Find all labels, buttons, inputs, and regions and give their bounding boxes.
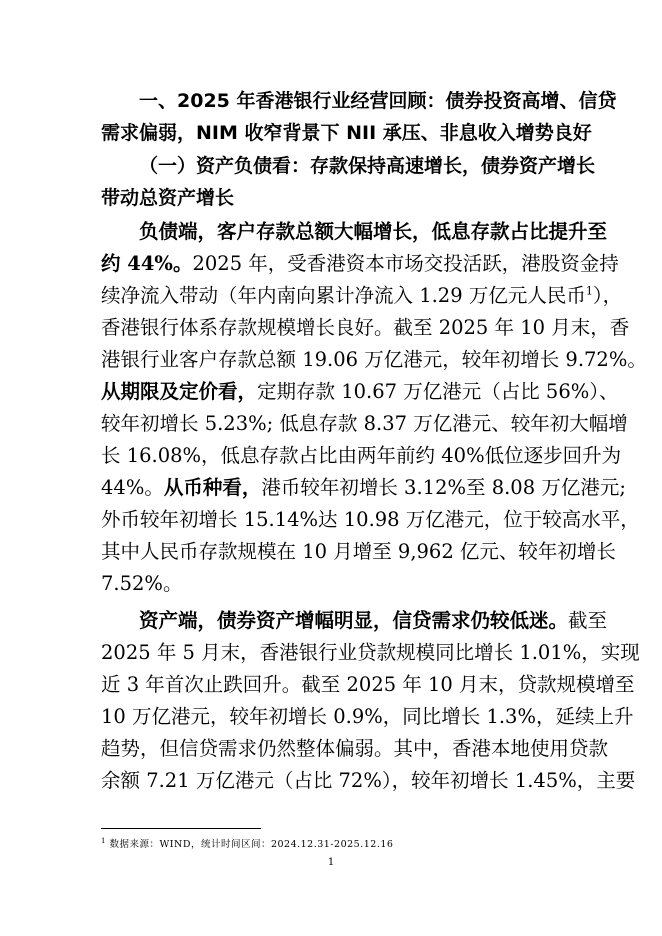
section-heading — [101, 85, 617, 149]
paragraph-line — [101, 605, 608, 637]
footnote-reference[interactable]: 1 — [585, 284, 593, 298]
bold-lead: 约 44%。 — [101, 252, 193, 275]
text-run: ）， — [592, 284, 623, 307]
paragraph-line — [101, 376, 619, 408]
subsection-heading-line-1: （一）资产负债看：存款保持高速增长，债券资产增长 — [139, 155, 596, 177]
paragraph-line: 香港银行体系存款规模增长良好。截至 2025 年 10 月末，香 — [101, 316, 630, 339]
paragraph-line: 较年初增长 5.23%; 低息存款 8.37 万亿港元、较年初大幅增 — [101, 412, 628, 435]
paragraph-line: 负债端，客户存款总额大幅增长，低息存款占比提升至 — [139, 220, 608, 243]
section-heading-line-2: 需求偏弱，NIM 收窄背景下 NII 承压、非息收入增势良好 — [101, 122, 592, 144]
paragraph-liabilities — [101, 216, 647, 600]
bold-lead: 从币种看， — [163, 476, 262, 499]
paragraph-line: 长 16.08%，低息存款占比由两年前约 40%低位逐步回升为 — [101, 444, 622, 467]
paragraph-line: 外币较年初增长 15.14%达 10.98 万亿港元，位于较高水平， — [101, 508, 640, 531]
paragraph-line: 港银行业客户存款总额 19.06 万亿港元，较年初增长 9.72%。 — [101, 348, 647, 371]
text-run: 2025 年，受香港资本市场交投活跃，港股资金持 — [192, 252, 619, 275]
paragraph-line: 其中人民币存款规模在 10 月增至 9,962 亿元、较年初增长 — [101, 540, 616, 563]
paragraph-line — [101, 248, 619, 280]
text-run: 港币较年初增长 3.12%至 8.08 万亿港元; — [261, 476, 626, 499]
subsection-heading — [101, 150, 596, 214]
paragraph-line — [101, 280, 623, 312]
paragraph-line: 7.52%。 — [101, 572, 183, 595]
paragraph-line: 近 3 年首次止跌回升。截至 2025 年 10 月末，贷款规模增至 — [101, 673, 635, 696]
footnote — [101, 836, 394, 851]
paragraph-line: 2025 年 5 月末，香港银行业贷款规模同比增长 1.01%，实现 — [101, 641, 640, 664]
text-run: 定期存款 10.67 万亿港元（占比 56%）、 — [257, 380, 619, 403]
footnote-marker: 1 — [101, 836, 106, 845]
paragraph-line: 余额 7.21 万亿港元（占比 72%），较年初增长 1.45%，主要 — [101, 769, 636, 792]
subsection-heading-line-2: 带动总资产增长 — [101, 187, 235, 209]
paragraph-assets — [101, 605, 640, 797]
paragraph-line: 10 万亿港元，较年初增长 0.9%，同比增长 1.3%，延续上升 — [101, 705, 634, 728]
page-number: 1 — [327, 857, 335, 868]
text-run: 续净流入带动（年内南向累计净流入 1.29 万亿元人民币 — [101, 284, 586, 307]
bold-lead: 资产端，债券资产增幅明显，信贷需求仍较低迷。 — [139, 609, 569, 632]
footnote-separator — [101, 828, 261, 829]
text-run: 44%。 — [101, 476, 164, 499]
paragraph-line — [101, 472, 626, 504]
paragraph-line: 趋势，但信贷需求仍然整体偏弱。其中，香港本地使用贷款 — [101, 737, 609, 760]
bold-lead: 从期限及定价看， — [101, 380, 258, 403]
text-run: 截至 — [568, 609, 608, 632]
section-heading-line-1: 一、2025 年香港银行业经营回顾：债券投资高增、信贷 — [139, 90, 617, 112]
footnote-text: 数据来源：WIND，统计时间区间：2024.12.31-2025.12.16 — [109, 839, 394, 850]
